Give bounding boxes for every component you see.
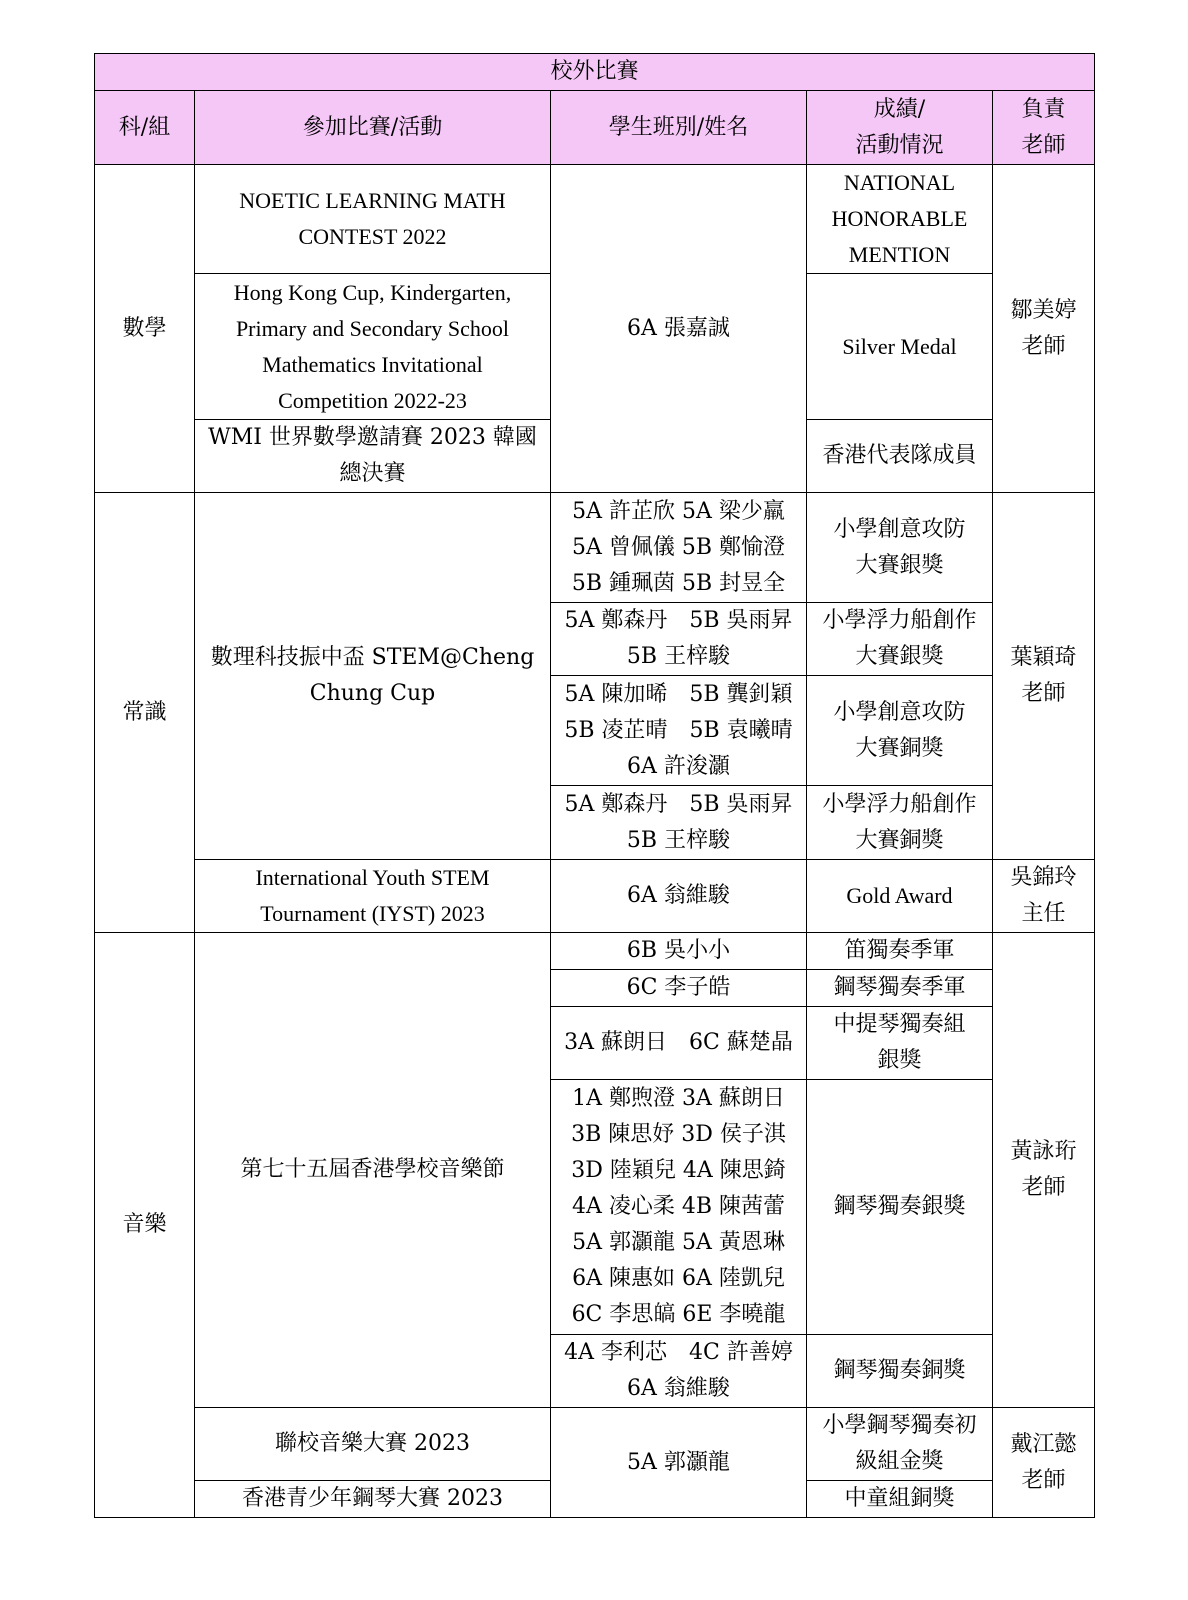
students-cell: 5A 陳加晞 5B 龔釗穎 5B 凌芷晴 5B 袁曦晴 6A 許浚灝 bbox=[551, 676, 807, 786]
competition-cell: Hong Kong Cup, Kindergarten, Primary and Secondary School Mathematics Invitational Competition 2022-23 bbox=[195, 274, 551, 420]
subject-music: 音樂 bbox=[95, 933, 195, 1518]
header-teacher: 負責 老師 bbox=[993, 91, 1095, 165]
students-cell: 6A 張嘉誠 bbox=[551, 165, 807, 493]
result-cell: 香港代表隊成員 bbox=[807, 420, 993, 493]
result-cell: 鋼琴獨奏銅獎 bbox=[807, 1335, 993, 1408]
students-cell: 6A 翁維駿 bbox=[551, 860, 807, 933]
competition-cell: 聯校音樂大賽 2023 bbox=[195, 1408, 551, 1481]
result-cell: 小學浮力船創作 大賽銅獎 bbox=[807, 786, 993, 860]
result-cell: 鋼琴獨奏銀獎 bbox=[807, 1080, 993, 1335]
students-cell: 6C 李子皓 bbox=[551, 970, 807, 1007]
competition-table bbox=[94, 53, 1095, 1518]
students-cell: 4A 李利芯 4C 許善婷 6A 翁維駿 bbox=[551, 1335, 807, 1408]
students-cell: 6B 吳小小 bbox=[551, 933, 807, 970]
competition-cell: WMI 世界數學邀請賽 2023 韓國 總決賽 bbox=[195, 420, 551, 493]
students-cell: 3A 蘇朗日 6C 蘇楚晶 bbox=[551, 1007, 807, 1080]
students-cell: 5A 郭灝龍 bbox=[551, 1408, 807, 1518]
competition-cell: 第七十五屆香港學校音樂節 bbox=[195, 933, 551, 1408]
result-cell: 中童組銅獎 bbox=[807, 1481, 993, 1518]
result-cell: 小學創意攻防 大賽銀獎 bbox=[807, 493, 993, 603]
teacher-cell: 黃詠珩 老師 bbox=[993, 933, 1095, 1408]
result-cell: 笛獨奏季軍 bbox=[807, 933, 993, 970]
students-cell: 5A 鄭森丹 5B 吳雨昇 5B 王梓駿 bbox=[551, 603, 807, 676]
subject-general-studies: 常識 bbox=[95, 493, 195, 933]
teacher-cell: 葉穎琦 老師 bbox=[993, 493, 1095, 860]
teacher-cell: 吳錦玲 主任 bbox=[993, 860, 1095, 933]
students-cell: 5A 許芷欣 5A 梁少羸 5A 曾佩儀 5B 鄭愉澄 5B 鍾珮茵 5B 封昱全 bbox=[551, 493, 807, 603]
competition-cell: NOETIC LEARNING MATH CONTEST 2022 bbox=[195, 165, 551, 274]
result-cell: 小學浮力船創作 大賽銀獎 bbox=[807, 603, 993, 676]
header-result: 成績/ 活動情況 bbox=[807, 91, 993, 165]
header-subject: 科/組 bbox=[95, 91, 195, 165]
subject-math: 數學 bbox=[95, 165, 195, 493]
header-students: 學生班別/姓名 bbox=[551, 91, 807, 165]
teacher-cell: 鄒美婷 老師 bbox=[993, 165, 1095, 493]
table-title: 校外比賽 bbox=[95, 54, 1095, 91]
result-cell: 鋼琴獨奏季軍 bbox=[807, 970, 993, 1007]
result-cell: NATIONAL HONORABLE MENTION bbox=[807, 165, 993, 274]
students-cell: 5A 鄭森丹 5B 吳雨昇 5B 王梓駿 bbox=[551, 786, 807, 860]
competition-cell: 數理科技振中盃 STEM@Cheng Chung Cup bbox=[195, 493, 551, 860]
result-cell: 小學創意攻防 大賽銅獎 bbox=[807, 676, 993, 786]
students-cell: 1A 鄭煦澄 3A 蘇朗日 3B 陳思妤 3D 侯子淇 3D 陸穎兒 4A 陳思錡 4A 凌心柔 4B 陳茜蕾 5A 郭灝龍 5A 黃恩琳 6A 陳惠如 6A 陸凱兒 6C 李思皜 6E 李曉龍 bbox=[551, 1080, 807, 1335]
competition-cell: 香港青少年鋼琴大賽 2023 bbox=[195, 1481, 551, 1518]
result-cell: 中提琴獨奏組 銀獎 bbox=[807, 1007, 993, 1080]
result-cell: Gold Award bbox=[807, 860, 993, 933]
competition-cell: International Youth STEM Tournament (IYST) 2023 bbox=[195, 860, 551, 933]
result-cell: Silver Medal bbox=[807, 274, 993, 420]
teacher-cell: 戴江懿 老師 bbox=[993, 1408, 1095, 1518]
result-cell: 小學鋼琴獨奏初 級組金獎 bbox=[807, 1408, 993, 1481]
header-competition: 參加比賽/活動 bbox=[195, 91, 551, 165]
